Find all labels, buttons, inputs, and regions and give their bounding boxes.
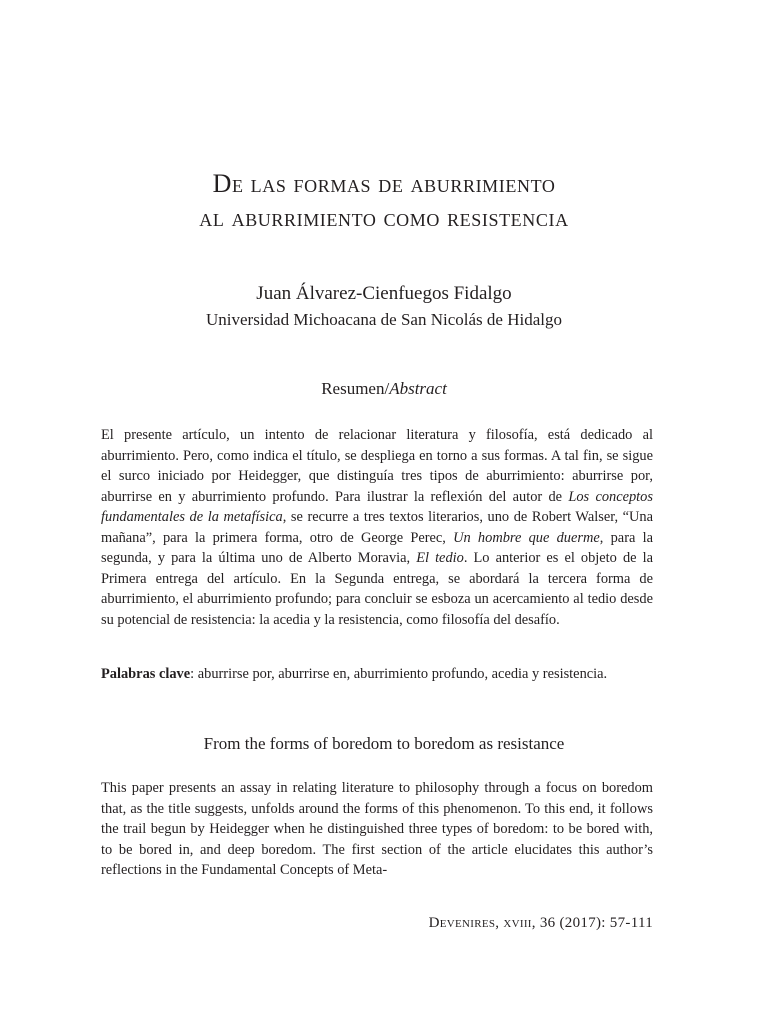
abstract-es-book-2: Un hombre que duerme [453,529,600,546]
journal-reference: Devenires, xviii, 36 (2017): 57-111 [428,915,653,931]
article-title-line-2: al aburrimiento como resistencia [199,203,569,232]
resumen-abstract-heading [0,377,768,401]
keywords [101,664,653,685]
abstract-es-book-3: El tedio [416,550,464,566]
english-abstract: This paper presents an assay in relating literature to philosophy through a focus on boredom that, as the title suggests, unfolds around the forms of this phenomenon. To this end, it follows the trail begun by Heidegger when he distinguished three types of boredom: to be bored with, to be bored in, and deep boredom. The first section of the article elucidates this author’s reflections in the Fundamental Concepts of Meta- [101,780,653,878]
abstract-es-part-3: , para la segunda, y para la última uno de Alberto Moravia, [101,529,653,566]
author-name: Juan Álvarez-Cienfuegos Fidalgo [256,283,512,304]
abstract-es-part-1: El presente artículo, un intento de relacionar literatura y filosofía, está dedicado al aburrimiento. Pero, como indica el título, se despliega en torno a sus formas. A tal fin, se sigue el surco iniciado por Heidegger, que distinguía tres tipos de aburrimiento: aburrirse por, aburrirse en y aburrimiento profundo. Para ilustrar la reflexión del autor de [101,427,653,505]
keywords-text: : aburrirse por, aburrirse en, aburrimiento profundo, acedia y resistencia. [190,666,608,682]
spanish-abstract [101,425,653,630]
resumen-heading-italic: Abstract [389,379,447,398]
keywords-label: Palabras clave [101,666,191,682]
abstract-es-book-1: Los conceptos fundamentales de la metafísica [101,488,653,525]
resumen-heading-plain: Resumen/ [321,379,390,398]
author-affiliation: Universidad Michoacana de San Nicolás de Hidalgo [206,310,562,329]
abstract-es-part-4: . Lo anterior es el objeto de la Primera entrega del artículo. En la Segunda entrega, se abordará la tercera forma de aburrimiento, el aburrimiento profundo; para concluir se esboza un acercamiento al tedio desde su potencial de resistencia: la acedia y la resistencia, como filosofía del desafío. [101,550,653,628]
abstract-es-part-2: , se recurre a tres textos literarios, uno de Robert Walser, “Una mañana”, para la primera forma, otro de George Perec, [101,509,654,546]
article-title-line-1: De las formas de aburrimiento [212,169,556,198]
english-title-heading: From the forms of boredom to boredom as resistance [203,734,565,753]
